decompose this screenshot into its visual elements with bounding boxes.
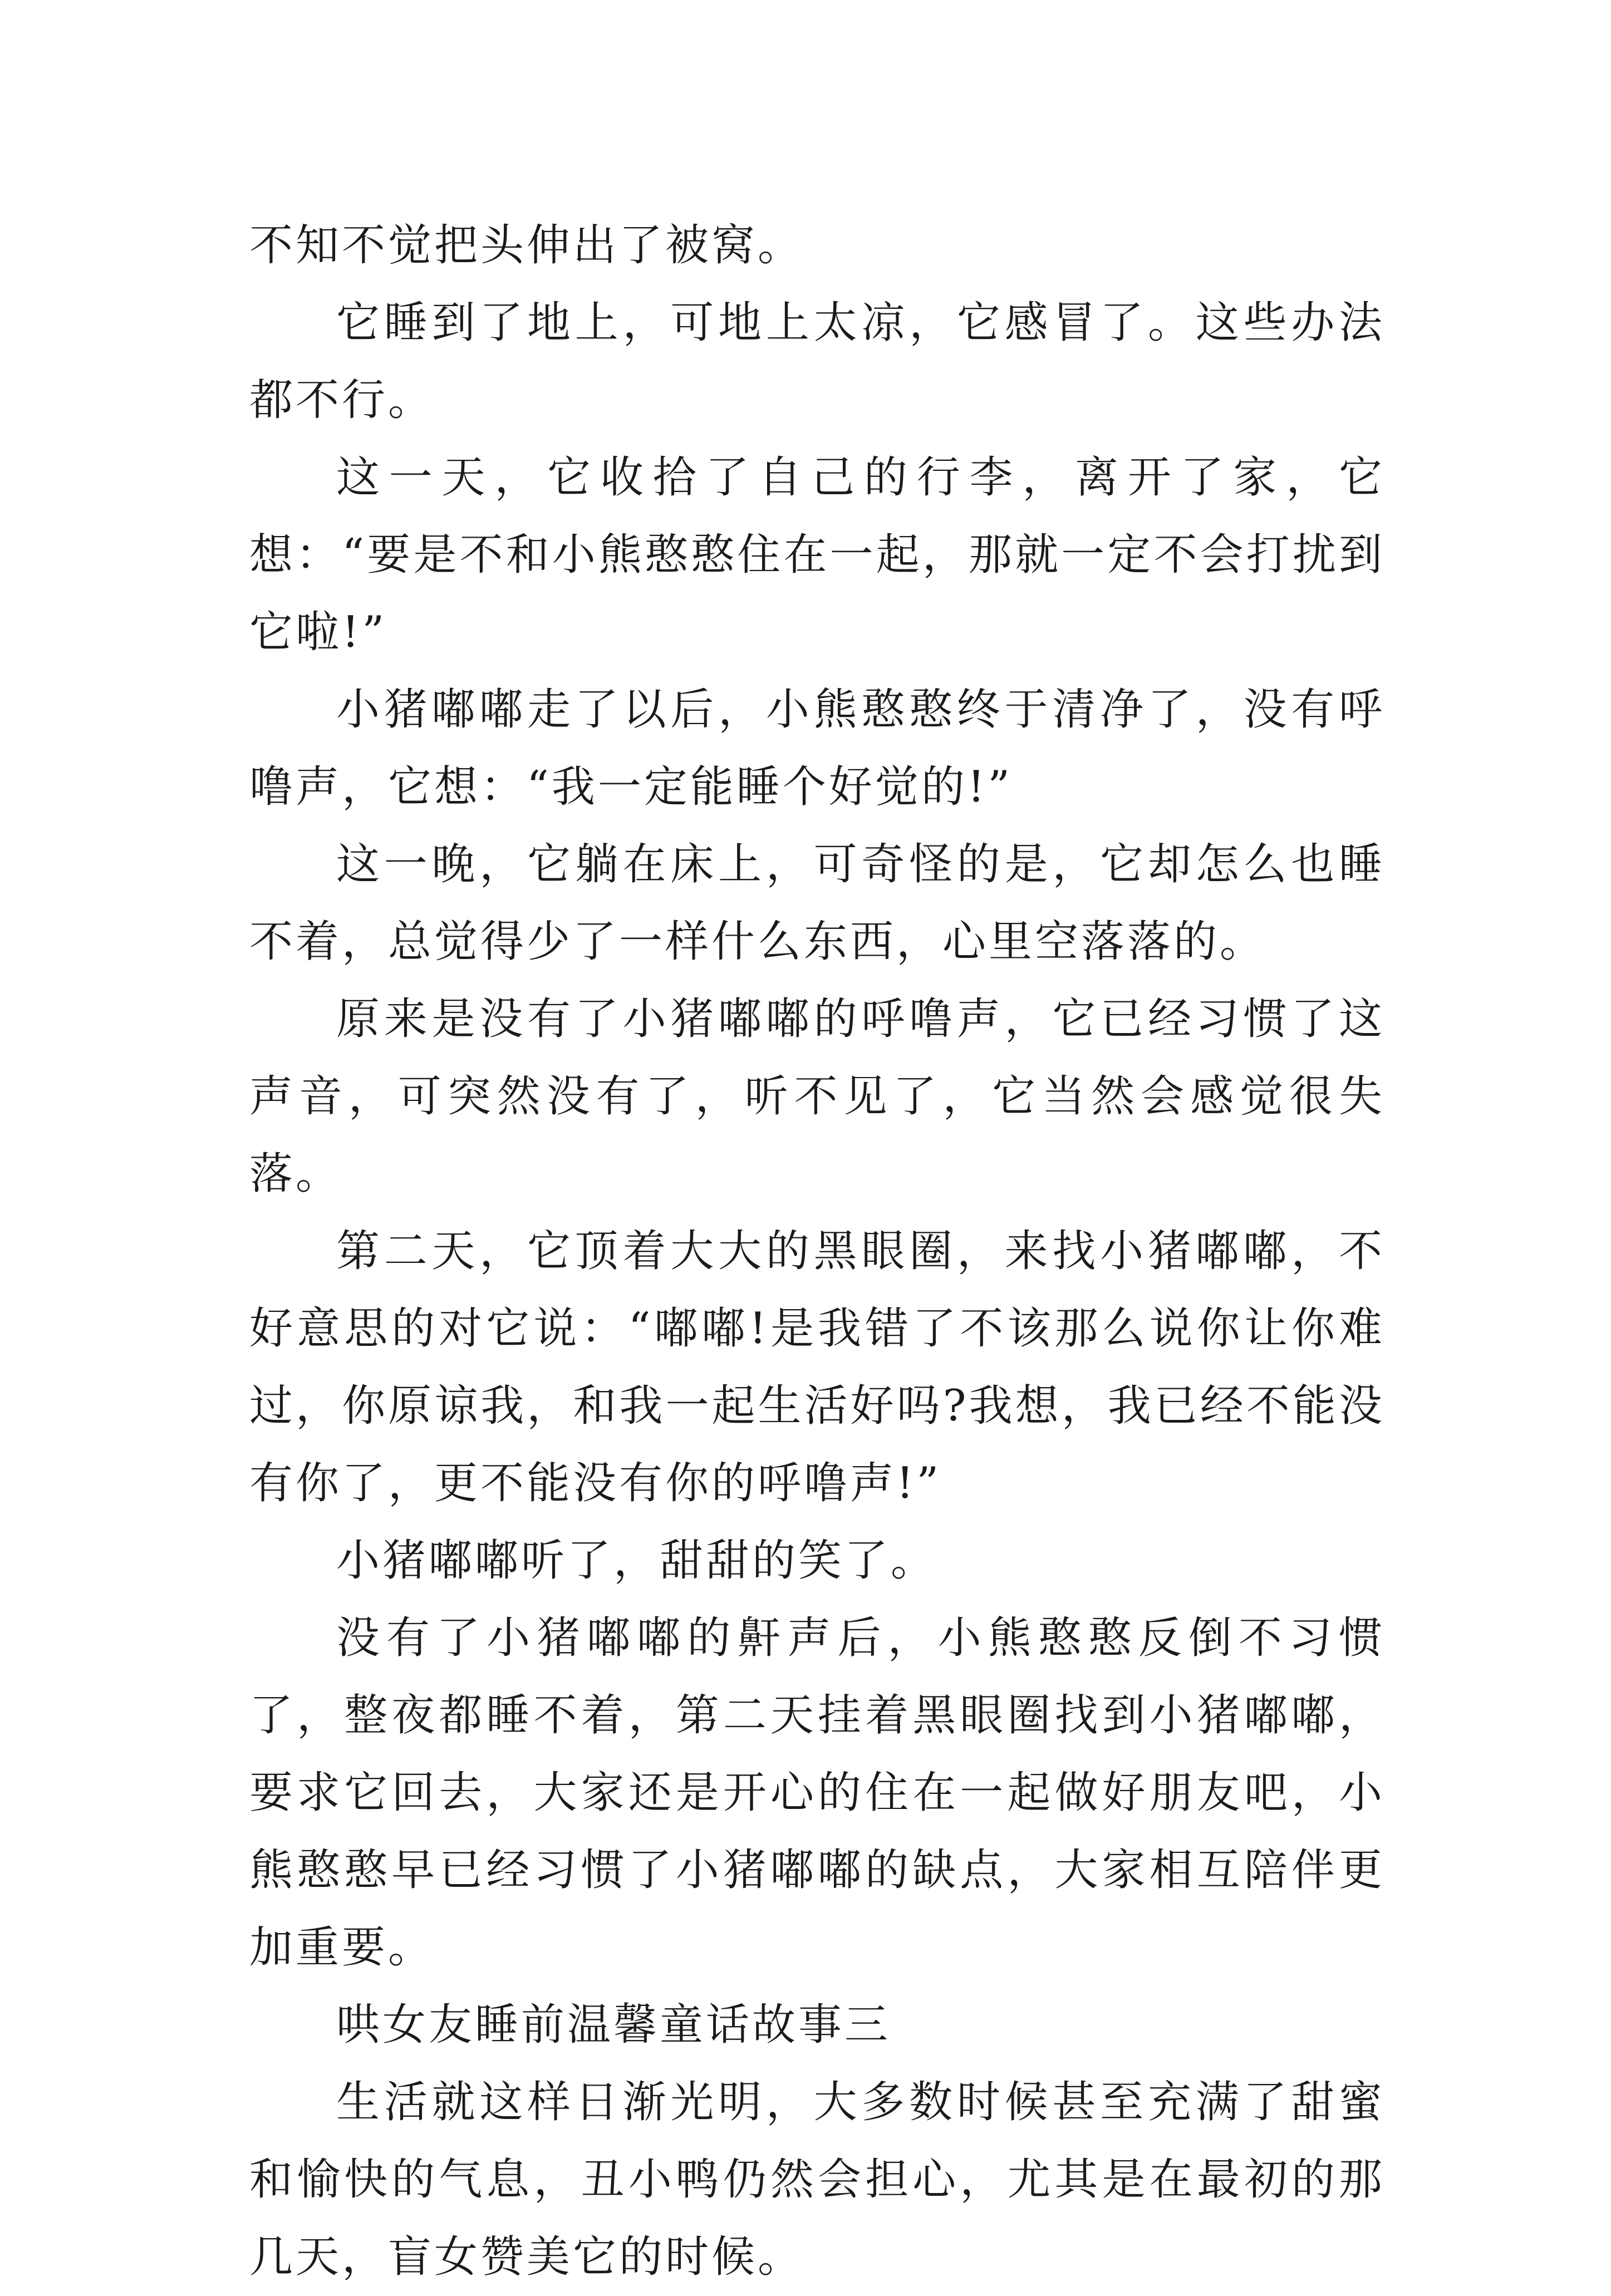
paragraph: 小猪嘟嘟听了，甜甜的笑了。 (336, 1536, 937, 1586)
paragraph: 没有了小猪嘟嘟的鼾声后，小熊憨憨反倒不习惯了，整夜都睡不着，第二天挂着黑眼圈找到小猪嘟嘟，要求它回去，大家还是开心的住在一起做好朋友吧，小熊憨憨早已经习惯了小猪嘟嘟的缺点，大家相互陪伴更加重要。 (249, 1613, 1385, 1973)
paragraph: 它睡到了地上，可地上太凉，它感冒了。这些办法都不行。 (249, 298, 1385, 425)
paragraph: 这一晚，它躺在床上，可奇怪的是，它却怎么也睡不着，总觉得少了一样什么东西，心里空落落的。 (249, 839, 1385, 967)
paragraph-continuation: 不知不觉把头伸出了被窝。 (249, 220, 804, 271)
paragraph: 小猪嘟嘟走了以后，小熊憨憨终于清净了，没有呼噜声，它想：“我一定能睡个好觉的!” (249, 685, 1385, 812)
paragraph: 第二天，它顶着大大的黑眼圈，来找小猪嘟嘟，不好意思的对它说：“嘟嘟!是我错了不该那么说你让你难过，你原谅我，和我一起生活好吗?我想，我已经不能没有你了，更不能没有你的呼噜声!” (249, 1226, 1385, 1508)
paragraph: 这一天，它收拾了自己的行李，离开了家，它想：“要是不和小熊憨憨住在一起，那就一定不会打扰到它啦!” (249, 453, 1385, 657)
section-heading: 哄女友睡前温馨童话故事三 (336, 2000, 891, 2050)
paragraph: 生活就这样日渐光明，大多数时候甚至充满了甜蜜和愉快的气息，丑小鸭仍然会担心，尤其是在最初的那几天，盲女赞美它的时候。 (249, 2077, 1385, 2282)
document-body (249, 207, 1385, 2296)
paragraph: 原来是没有了小猪嘟嘟的呼噜声，它已经习惯了这声音，可突然没有了，听不见了，它当然会感觉很失落。 (249, 994, 1385, 1199)
